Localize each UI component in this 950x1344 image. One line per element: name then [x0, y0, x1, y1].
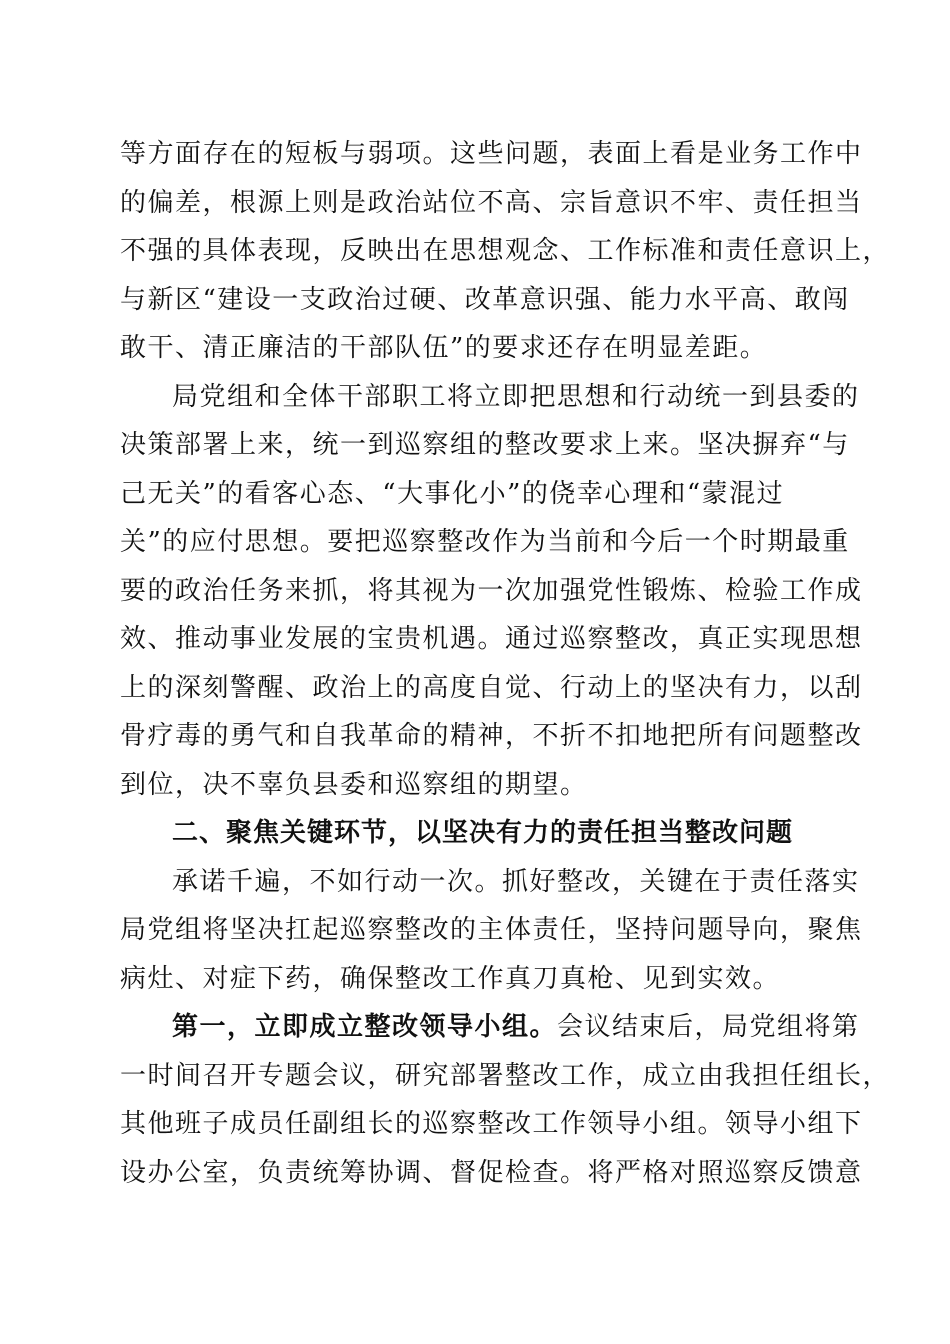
text-line: 的偏差，根源上则是政治站位不高、宗旨意识不牢、责任担当 — [120, 187, 863, 218]
text-line: 关”的应付思想。要把巡察整改作为当前和今后一个时期最重 — [120, 527, 850, 557]
paragraph-problems-summary — [120, 130, 891, 373]
text-line: 其他班子成员任副组长的巡察整改工作领导小组。领导小组下 — [120, 1109, 863, 1139]
text-line: 骨疗毒的勇气和自我革命的精神，不折不扣地把所有问题整改 — [120, 721, 863, 751]
text-line: 敢干、清正廉洁的干部队伍”的要求还存在明显差距。 — [120, 333, 768, 363]
paragraph-responsibility — [120, 858, 863, 1004]
text-line: 局党组和全体干部职工将立即把思想和行动统一到县委的 — [172, 381, 860, 412]
text-line: 上的深刻警醒、政治上的高度自觉、行动上的坚决有力，以刮 — [120, 672, 863, 703]
paragraph-party-commitment — [120, 373, 863, 810]
text-line: 效、推动事业发展的宝贵机遇。通过巡察整改，真正实现思想 — [120, 624, 863, 654]
text-line: 与新区“建设一支政治过硬、改革意识强、能力水平高、敢闯 — [120, 284, 850, 315]
text-line: 己无关”的看客心态、“大事化小”的侥幸心理和“蒙混过 — [120, 478, 785, 509]
text-line — [120, 1003, 860, 1052]
paragraph-leadership-group — [120, 1003, 891, 1197]
text-line: 不强的具体表现，反映出在思想观念、工作标准和责任意识上， — [120, 236, 891, 266]
text-line: 到位，决不辜负县委和巡察组的期望。 — [120, 769, 588, 800]
text-line: 设办公室，负责统筹协调、督促检查。将严格对照巡察反馈意 — [120, 1157, 863, 1188]
document-body — [120, 130, 891, 1197]
text-line: 局党组将坚决扛起巡察整改的主体责任，坚持问题导向，聚焦 — [120, 915, 863, 945]
text-fragment: 会议结束后，局党组将第 — [557, 1012, 860, 1042]
text-line: 决策部署上来，统一到巡察组的整改要求上来。坚决摒弃“与 — [120, 430, 850, 460]
section-heading-2: 二、聚焦关键环节，以坚决有力的责任担当整改问题 — [172, 818, 794, 848]
text-line: 病灶、对症下药，确保整改工作真刀真枪、见到实效。 — [120, 963, 781, 994]
text-line: 一时间召开专题会议，研究部署整改工作，成立由我担任组长， — [120, 1060, 891, 1091]
text-line: 要的政治任务来抓，将其视为一次加强党性锻炼、检验工作成 — [120, 575, 863, 606]
subsection-lead: 第一，立即成立整改领导小组。 — [172, 1012, 558, 1042]
text-line: 承诺千遍，不如行动一次。抓好整改，关键在于责任落实 — [172, 866, 860, 897]
text-line: 等方面存在的短板与弱项。这些问题，表面上看是业务工作中 — [120, 139, 863, 169]
